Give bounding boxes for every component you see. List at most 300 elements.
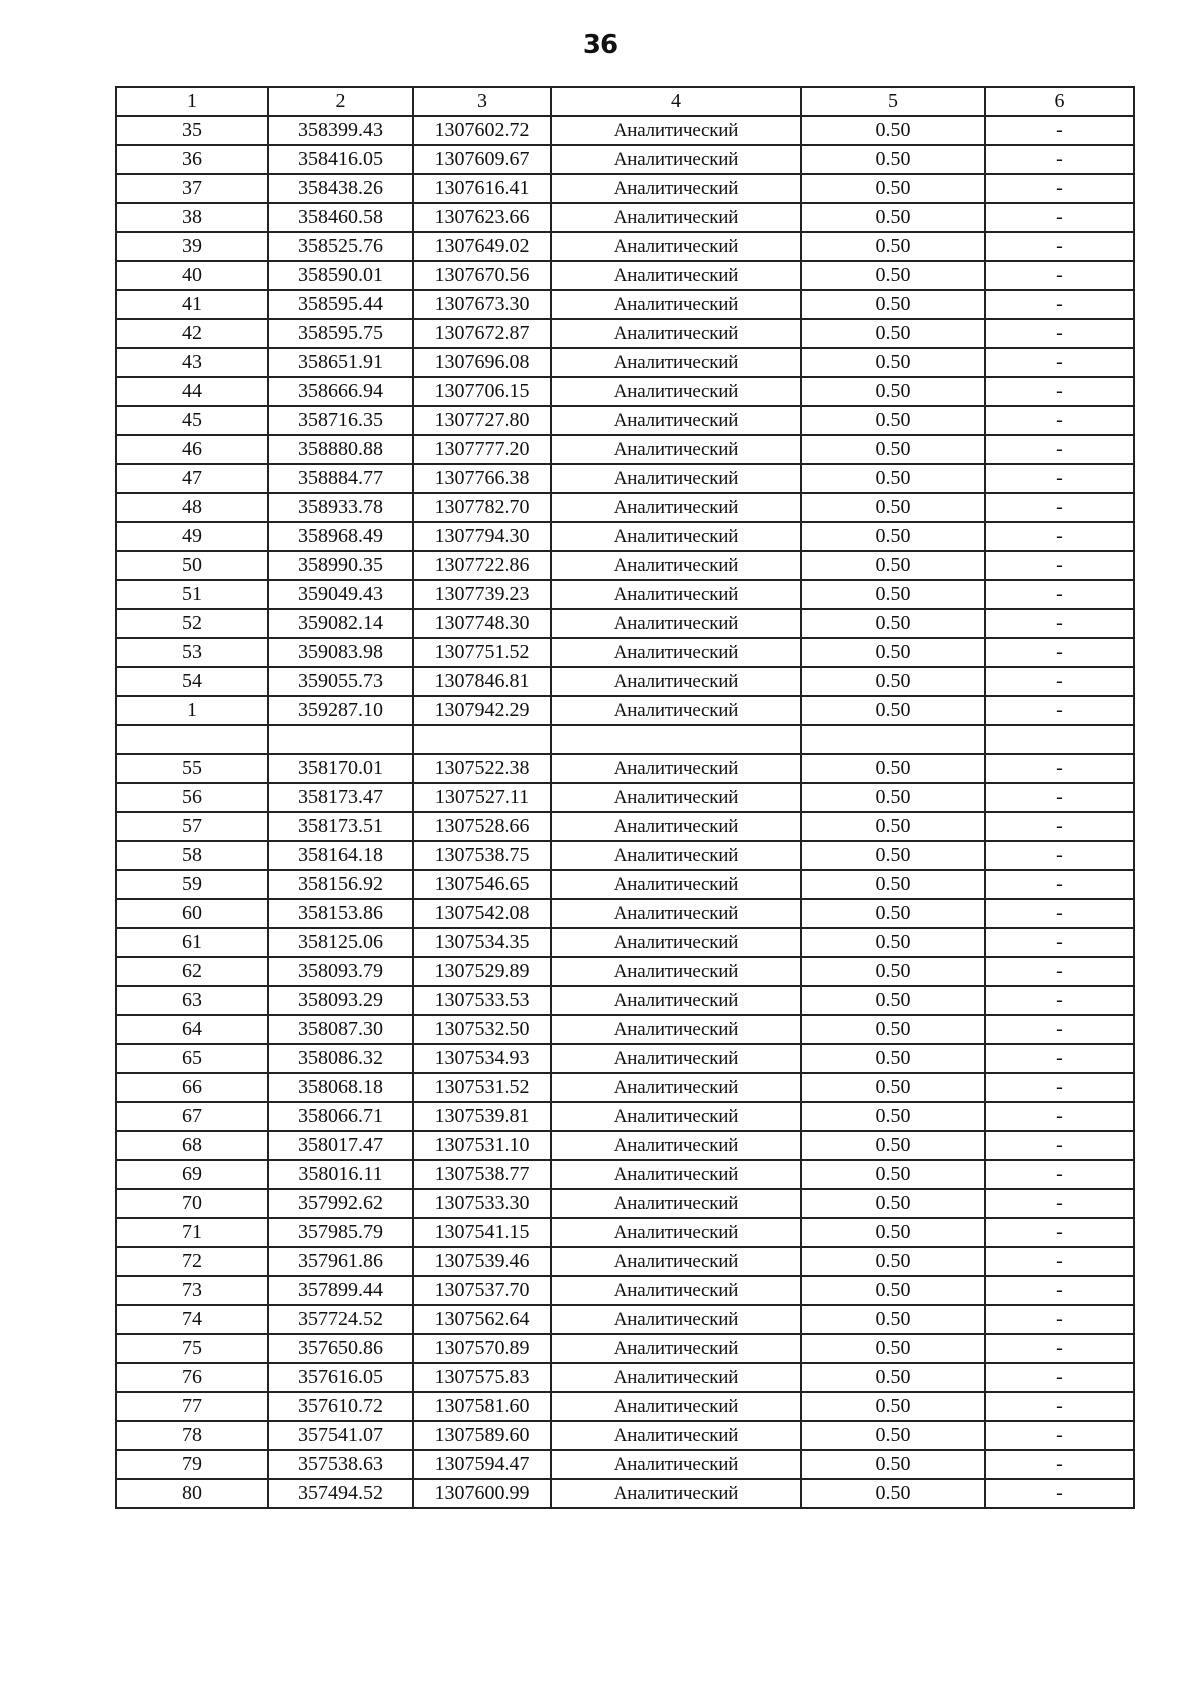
accuracy-cell: 0.50 [801,1218,985,1247]
method-cell: Аналитический [551,986,801,1015]
x-coordinate-cell: 358880.88 [268,435,413,464]
method-cell: Аналитический [551,1276,801,1305]
note-cell: - [985,1334,1134,1363]
method-cell: Аналитический [551,754,801,783]
x-coordinate-cell: 358933.78 [268,493,413,522]
accuracy-cell: 0.50 [801,261,985,290]
page-number: 36 [582,30,618,60]
note-cell: - [985,783,1134,812]
x-coordinate-cell [268,725,413,754]
accuracy-cell: 0.50 [801,899,985,928]
table-row [116,1189,1134,1218]
accuracy-cell: 0.50 [801,928,985,957]
y-coordinate-cell: 1307670.56 [413,261,551,290]
table-row [116,957,1134,986]
point-number-cell [116,725,268,754]
x-coordinate-cell: 358666.94 [268,377,413,406]
method-cell: Аналитический [551,1247,801,1276]
table-row [116,116,1134,145]
y-coordinate-cell: 1307727.80 [413,406,551,435]
accuracy-cell: 0.50 [801,551,985,580]
y-coordinate-cell: 1307531.52 [413,1073,551,1102]
note-cell: - [985,551,1134,580]
method-cell: Аналитический [551,957,801,986]
y-coordinate-cell: 1307782.70 [413,493,551,522]
table-row [116,1102,1134,1131]
note-cell: - [985,377,1134,406]
table-row [116,1421,1134,1450]
x-coordinate-cell: 357494.52 [268,1479,413,1508]
y-coordinate-cell [413,725,551,754]
table-row [116,609,1134,638]
accuracy-cell: 0.50 [801,174,985,203]
note-cell: - [985,638,1134,667]
table-row [116,377,1134,406]
y-coordinate-cell: 1307766.38 [413,464,551,493]
accuracy-cell: 0.50 [801,1392,985,1421]
y-coordinate-cell: 1307538.77 [413,1160,551,1189]
y-coordinate-cell: 1307531.10 [413,1131,551,1160]
point-number-cell: 38 [116,203,268,232]
note-cell: - [985,116,1134,145]
note-cell: - [985,1102,1134,1131]
y-coordinate-cell: 1307751.52 [413,638,551,667]
table-row [116,493,1134,522]
point-number-cell: 53 [116,638,268,667]
point-number-cell: 70 [116,1189,268,1218]
note-cell: - [985,290,1134,319]
table-row [116,261,1134,290]
table-row [116,1131,1134,1160]
point-number-cell: 37 [116,174,268,203]
accuracy-cell: 0.50 [801,754,985,783]
y-coordinate-cell: 1307706.15 [413,377,551,406]
accuracy-cell: 0.50 [801,377,985,406]
table-row [116,174,1134,203]
method-cell: Аналитический [551,1218,801,1247]
note-cell: - [985,609,1134,638]
note-cell: - [985,928,1134,957]
accuracy-cell: 0.50 [801,406,985,435]
y-coordinate-cell: 1307522.38 [413,754,551,783]
x-coordinate-cell: 358590.01 [268,261,413,290]
point-number-cell: 74 [116,1305,268,1334]
x-coordinate-cell: 357541.07 [268,1421,413,1450]
note-cell: - [985,435,1134,464]
accuracy-cell: 0.50 [801,957,985,986]
x-coordinate-cell: 359083.98 [268,638,413,667]
point-number-cell: 39 [116,232,268,261]
point-number-cell: 36 [116,145,268,174]
method-cell: Аналитический [551,580,801,609]
note-cell [985,725,1134,754]
note-cell: - [985,145,1134,174]
y-coordinate-cell: 1307777.20 [413,435,551,464]
table-row [116,812,1134,841]
y-coordinate-cell: 1307609.67 [413,145,551,174]
method-cell: Аналитический [551,203,801,232]
y-coordinate-cell: 1307722.86 [413,551,551,580]
note-cell: - [985,1276,1134,1305]
method-cell: Аналитический [551,1305,801,1334]
table-row [116,1479,1134,1508]
x-coordinate-cell: 359049.43 [268,580,413,609]
method-cell: Аналитический [551,696,801,725]
x-coordinate-cell: 358170.01 [268,754,413,783]
note-cell: - [985,203,1134,232]
x-coordinate-cell: 358068.18 [268,1073,413,1102]
point-number-cell: 47 [116,464,268,493]
column-header: 4 [551,87,801,116]
note-cell: - [985,493,1134,522]
accuracy-cell: 0.50 [801,1131,985,1160]
x-coordinate-cell: 358173.47 [268,783,413,812]
table-row [116,464,1134,493]
accuracy-cell: 0.50 [801,1015,985,1044]
table-row [116,1247,1134,1276]
x-coordinate-cell: 357616.05 [268,1363,413,1392]
accuracy-cell: 0.50 [801,1189,985,1218]
table-row [116,435,1134,464]
accuracy-cell: 0.50 [801,1421,985,1450]
point-number-cell: 45 [116,406,268,435]
y-coordinate-cell: 1307538.75 [413,841,551,870]
table-row [116,928,1134,957]
accuracy-cell: 0.50 [801,145,985,174]
y-coordinate-cell: 1307794.30 [413,522,551,551]
x-coordinate-cell: 357899.44 [268,1276,413,1305]
note-cell: - [985,464,1134,493]
method-cell: Аналитический [551,290,801,319]
note-cell: - [985,1218,1134,1247]
note-cell: - [985,812,1134,841]
point-number-cell: 46 [116,435,268,464]
note-cell: - [985,1073,1134,1102]
point-number-cell: 72 [116,1247,268,1276]
x-coordinate-cell: 358164.18 [268,841,413,870]
method-cell: Аналитический [551,522,801,551]
y-coordinate-cell: 1307942.29 [413,696,551,725]
x-coordinate-cell: 358416.05 [268,145,413,174]
note-cell: - [985,406,1134,435]
point-number-cell: 43 [116,348,268,377]
method-cell: Аналитический [551,1102,801,1131]
x-coordinate-cell: 358399.43 [268,116,413,145]
accuracy-cell: 0.50 [801,986,985,1015]
y-coordinate-cell: 1307672.87 [413,319,551,348]
method-cell: Аналитический [551,783,801,812]
accuracy-cell [801,725,985,754]
x-coordinate-cell: 358087.30 [268,1015,413,1044]
accuracy-cell: 0.50 [801,1073,985,1102]
table-row [116,1073,1134,1102]
method-cell: Аналитический [551,1334,801,1363]
point-number-cell: 35 [116,116,268,145]
table-row [116,1044,1134,1073]
method-cell: Аналитический [551,174,801,203]
point-number-cell: 49 [116,522,268,551]
x-coordinate-cell: 358595.75 [268,319,413,348]
table-row [116,667,1134,696]
point-number-cell: 44 [116,377,268,406]
note-cell: - [985,319,1134,348]
note-cell: - [985,232,1134,261]
x-coordinate-cell: 358438.26 [268,174,413,203]
y-coordinate-cell: 1307546.65 [413,870,551,899]
point-number-cell: 59 [116,870,268,899]
y-coordinate-cell: 1307696.08 [413,348,551,377]
accuracy-cell: 0.50 [801,1044,985,1073]
y-coordinate-cell: 1307581.60 [413,1392,551,1421]
x-coordinate-cell: 357650.86 [268,1334,413,1363]
table-row [116,551,1134,580]
y-coordinate-cell: 1307533.53 [413,986,551,1015]
accuracy-cell: 0.50 [801,841,985,870]
table-row [116,1450,1134,1479]
method-cell: Аналитический [551,638,801,667]
note-cell: - [985,1479,1134,1508]
table-row [116,725,1134,754]
y-coordinate-cell: 1307541.15 [413,1218,551,1247]
accuracy-cell: 0.50 [801,1102,985,1131]
note-cell: - [985,1131,1134,1160]
y-coordinate-cell: 1307537.70 [413,1276,551,1305]
y-coordinate-cell: 1307534.35 [413,928,551,957]
y-coordinate-cell: 1307616.41 [413,174,551,203]
method-cell: Аналитический [551,1015,801,1044]
table-row [116,232,1134,261]
accuracy-cell: 0.50 [801,696,985,725]
note-cell: - [985,580,1134,609]
point-number-cell: 79 [116,1450,268,1479]
method-cell [551,725,801,754]
point-number-cell: 60 [116,899,268,928]
point-number-cell: 75 [116,1334,268,1363]
accuracy-cell: 0.50 [801,812,985,841]
table-row [116,841,1134,870]
accuracy-cell: 0.50 [801,638,985,667]
method-cell: Аналитический [551,812,801,841]
accuracy-cell: 0.50 [801,580,985,609]
note-cell: - [985,1363,1134,1392]
point-number-cell: 69 [116,1160,268,1189]
point-number-cell: 1 [116,696,268,725]
point-number-cell: 63 [116,986,268,1015]
table-row [116,783,1134,812]
point-number-cell: 41 [116,290,268,319]
y-coordinate-cell: 1307539.46 [413,1247,551,1276]
method-cell: Аналитический [551,464,801,493]
x-coordinate-cell: 358595.44 [268,290,413,319]
y-coordinate-cell: 1307846.81 [413,667,551,696]
method-cell: Аналитический [551,348,801,377]
x-coordinate-cell: 357610.72 [268,1392,413,1421]
x-coordinate-cell: 358017.47 [268,1131,413,1160]
y-coordinate-cell: 1307748.30 [413,609,551,638]
point-number-cell: 67 [116,1102,268,1131]
x-coordinate-cell: 359055.73 [268,667,413,696]
table-row [116,1363,1134,1392]
method-cell: Аналитический [551,870,801,899]
note-cell: - [985,1421,1134,1450]
table-header [116,87,1134,116]
method-cell: Аналитический [551,841,801,870]
table-row [116,290,1134,319]
accuracy-cell: 0.50 [801,319,985,348]
table-row [116,986,1134,1015]
x-coordinate-cell: 358651.91 [268,348,413,377]
point-number-cell: 55 [116,754,268,783]
method-cell: Аналитический [551,1392,801,1421]
method-cell: Аналитический [551,319,801,348]
point-number-cell: 50 [116,551,268,580]
point-number-cell: 52 [116,609,268,638]
method-cell: Аналитический [551,1073,801,1102]
method-cell: Аналитический [551,551,801,580]
y-coordinate-cell: 1307649.02 [413,232,551,261]
y-coordinate-cell: 1307589.60 [413,1421,551,1450]
table-row [116,1392,1134,1421]
table-row [116,1218,1134,1247]
method-cell: Аналитический [551,377,801,406]
column-header: 5 [801,87,985,116]
accuracy-cell: 0.50 [801,870,985,899]
point-number-cell: 42 [116,319,268,348]
x-coordinate-cell: 358968.49 [268,522,413,551]
y-coordinate-cell: 1307623.66 [413,203,551,232]
method-cell: Аналитический [551,116,801,145]
y-coordinate-cell: 1307532.50 [413,1015,551,1044]
table-row [116,696,1134,725]
accuracy-cell: 0.50 [801,290,985,319]
column-header: 6 [985,87,1134,116]
header-row [116,87,1134,116]
point-number-cell: 57 [116,812,268,841]
method-cell: Аналитический [551,1421,801,1450]
note-cell: - [985,174,1134,203]
point-number-cell: 51 [116,580,268,609]
x-coordinate-cell: 358716.35 [268,406,413,435]
x-coordinate-cell: 358066.71 [268,1102,413,1131]
accuracy-cell: 0.50 [801,232,985,261]
method-cell: Аналитический [551,1479,801,1508]
point-number-cell: 77 [116,1392,268,1421]
x-coordinate-cell: 357992.62 [268,1189,413,1218]
accuracy-cell: 0.50 [801,493,985,522]
table-row [116,319,1134,348]
note-cell: - [985,986,1134,1015]
x-coordinate-cell: 358016.11 [268,1160,413,1189]
column-header: 1 [116,87,268,116]
y-coordinate-cell: 1307534.93 [413,1044,551,1073]
accuracy-cell: 0.50 [801,435,985,464]
table-row [116,899,1134,928]
method-cell: Аналитический [551,1160,801,1189]
y-coordinate-cell: 1307528.66 [413,812,551,841]
accuracy-cell: 0.50 [801,1363,985,1392]
table-row [116,522,1134,551]
point-number-cell: 54 [116,667,268,696]
y-coordinate-cell: 1307529.89 [413,957,551,986]
note-cell: - [985,1305,1134,1334]
method-cell: Аналитический [551,1450,801,1479]
method-cell: Аналитический [551,609,801,638]
note-cell: - [985,667,1134,696]
method-cell: Аналитический [551,1189,801,1218]
note-cell: - [985,522,1134,551]
method-cell: Аналитический [551,493,801,522]
note-cell: - [985,754,1134,783]
column-header: 3 [413,87,551,116]
x-coordinate-cell: 358156.92 [268,870,413,899]
y-coordinate-cell: 1307600.99 [413,1479,551,1508]
note-cell: - [985,899,1134,928]
point-number-cell: 68 [116,1131,268,1160]
y-coordinate-cell: 1307594.47 [413,1450,551,1479]
table-body [116,116,1134,1508]
x-coordinate-cell: 358153.86 [268,899,413,928]
note-cell: - [985,1015,1134,1044]
x-coordinate-cell: 357961.86 [268,1247,413,1276]
note-cell: - [985,261,1134,290]
x-coordinate-cell: 358525.76 [268,232,413,261]
accuracy-cell: 0.50 [801,783,985,812]
note-cell: - [985,1189,1134,1218]
table-row [116,1305,1134,1334]
note-cell: - [985,1160,1134,1189]
x-coordinate-cell: 358173.51 [268,812,413,841]
x-coordinate-cell: 358093.79 [268,957,413,986]
y-coordinate-cell: 1307539.81 [413,1102,551,1131]
x-coordinate-cell: 358125.06 [268,928,413,957]
table-row [116,1334,1134,1363]
method-cell: Аналитический [551,667,801,696]
table-row [116,1015,1134,1044]
method-cell: Аналитический [551,928,801,957]
note-cell: - [985,348,1134,377]
x-coordinate-cell: 358884.77 [268,464,413,493]
accuracy-cell: 0.50 [801,522,985,551]
x-coordinate-cell: 359082.14 [268,609,413,638]
point-number-cell: 56 [116,783,268,812]
table-row [116,580,1134,609]
x-coordinate-cell: 359287.10 [268,696,413,725]
table-row [116,1160,1134,1189]
accuracy-cell: 0.50 [801,1160,985,1189]
x-coordinate-cell: 358990.35 [268,551,413,580]
point-number-cell: 58 [116,841,268,870]
y-coordinate-cell: 1307602.72 [413,116,551,145]
note-cell: - [985,957,1134,986]
x-coordinate-cell: 358460.58 [268,203,413,232]
x-coordinate-cell: 358086.32 [268,1044,413,1073]
column-header: 2 [268,87,413,116]
method-cell: Аналитический [551,261,801,290]
x-coordinate-cell: 357538.63 [268,1450,413,1479]
method-cell: Аналитический [551,1131,801,1160]
note-cell: - [985,1247,1134,1276]
accuracy-cell: 0.50 [801,1276,985,1305]
accuracy-cell: 0.50 [801,667,985,696]
y-coordinate-cell: 1307533.30 [413,1189,551,1218]
y-coordinate-cell: 1307562.64 [413,1305,551,1334]
point-number-cell: 73 [116,1276,268,1305]
method-cell: Аналитический [551,435,801,464]
note-cell: - [985,1450,1134,1479]
point-number-cell: 62 [116,957,268,986]
point-number-cell: 65 [116,1044,268,1073]
y-coordinate-cell: 1307527.11 [413,783,551,812]
